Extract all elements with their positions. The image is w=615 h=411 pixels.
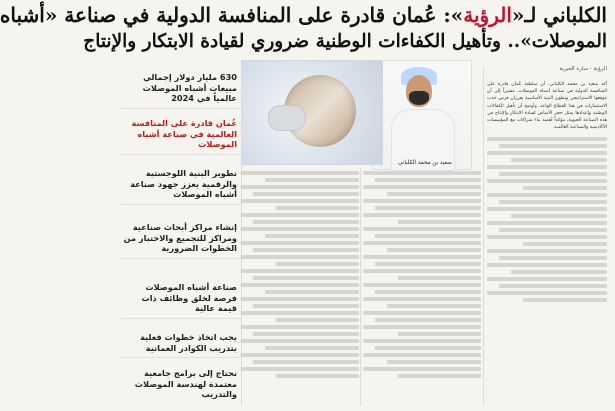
text-line	[375, 346, 481, 350]
text-line	[363, 283, 481, 287]
headline-line-2: الموصلات».. وتأهيل الكفاءات الوطنية ضروري لقيادة الابتكار والإنتاج	[83, 31, 607, 52]
text-line	[241, 339, 359, 343]
text-line	[363, 269, 481, 273]
text-line	[375, 318, 481, 322]
text-line	[363, 185, 481, 189]
text-line	[487, 249, 607, 253]
text-line	[363, 227, 481, 231]
text-line	[241, 367, 359, 371]
text-line	[363, 297, 481, 301]
text-line	[276, 206, 359, 210]
text-line	[487, 193, 607, 197]
text-line	[499, 144, 607, 148]
text-line	[375, 178, 481, 182]
article-column-middle-left	[241, 168, 359, 406]
text-line	[375, 206, 481, 210]
text-line	[487, 151, 607, 155]
sidebar-title: تطوير البنية اللوجستية والرقمية يعزز جهود صناعة أشباه الموصلات	[130, 168, 237, 199]
article-paragraph: أكد سعيد بن محمد الكلباني، أن سلطنة عُمان قادرة على المنافسة الدولية في صناعة أشباه الموصلات، مشيراً إلى أن موقعها الاستراتيجي وتطوير البنية الأساسية يعززان فرص جذب الاستثمارات في هذا القطاع الواعد. وأوضح أن تأهيل الكفاءات الوطنية وإعدادها يمثل حجر الأساس لقيادة الابتكار والإنتاج في هذه الصناعة الحيوية، مؤكداً أهمية بناء شراكات مع المؤسسات الأكاديمية والصناعية العالمية.	[487, 82, 607, 131]
text-line	[241, 199, 359, 203]
sidebar-title: عُمان قادرة على المنافسة العالمية في صناعة أشباه الموصلات	[131, 118, 237, 149]
text-line	[398, 332, 481, 336]
text-line	[241, 227, 359, 231]
sidebar-separator	[121, 258, 241, 259]
text-line	[241, 325, 359, 329]
text-line	[363, 311, 481, 315]
text-line	[387, 192, 481, 196]
sidebar-block	[121, 222, 241, 263]
text-line	[363, 367, 481, 371]
sidebar-block	[121, 368, 241, 400]
semiconductor-photo	[241, 60, 383, 165]
author-beard	[409, 91, 429, 105]
text-line	[265, 290, 359, 294]
column-divider	[483, 66, 484, 406]
text-line	[398, 374, 481, 378]
text-line	[253, 360, 359, 364]
text-line	[241, 213, 359, 217]
text-line	[363, 353, 481, 357]
text-line	[487, 221, 607, 225]
text-line	[511, 270, 607, 274]
text-line	[253, 248, 359, 252]
text-line	[241, 297, 359, 301]
sidebar-separator	[121, 204, 241, 205]
sidebar-separator	[121, 154, 241, 155]
text-line	[241, 241, 359, 245]
text-line	[363, 339, 481, 343]
headline-prefix: الكلباني لـ«	[511, 3, 607, 27]
text-line	[265, 234, 359, 238]
highlights-sidebar	[121, 66, 241, 406]
sidebar-title: 630 مليار دولار إجمالي مبيعات أشباه الموصلات عالمياً في 2024	[142, 72, 237, 103]
text-line	[499, 228, 607, 232]
text-line	[363, 213, 481, 217]
text-line	[511, 158, 607, 162]
sidebar-block	[121, 168, 241, 209]
sidebar-block	[121, 282, 241, 323]
text-line	[487, 263, 607, 267]
filler-lines	[487, 137, 607, 302]
text-line	[387, 248, 481, 252]
sidebar-title: يجب اتخاذ خطوات فعلية بتدريب الكوادر العمانية	[140, 332, 237, 353]
column-divider	[360, 168, 361, 406]
headline-line-1	[0, 2, 607, 28]
sidebar-separator	[121, 357, 241, 358]
text-line	[363, 241, 481, 245]
text-line	[241, 283, 359, 287]
text-line	[276, 262, 359, 266]
text-line	[241, 255, 359, 259]
sidebar-separator	[121, 108, 241, 109]
text-line	[363, 199, 481, 203]
text-line	[523, 298, 607, 302]
byline: الرؤية - ساره العبرية	[559, 66, 607, 72]
text-line	[523, 186, 607, 190]
headline-suffix: »: عُمان قادرة على المنافسة الدولية في صناعة «أشباه	[0, 3, 464, 27]
sidebar-block	[121, 118, 241, 159]
text-line	[265, 346, 359, 350]
text-line	[387, 304, 481, 308]
text-line	[363, 325, 481, 329]
text-line	[253, 276, 359, 280]
sidebar-block	[121, 72, 241, 113]
text-line	[487, 137, 607, 141]
text-line	[487, 179, 607, 183]
text-line	[375, 290, 481, 294]
text-line	[499, 284, 607, 288]
text-line	[523, 242, 607, 246]
text-line	[241, 171, 359, 175]
text-line	[375, 262, 481, 266]
text-line	[241, 311, 359, 315]
sidebar-title: إنشاء مراكز أبحاث صناعية ومراكز للتجميع والاختبار من الخطوات الضرورية	[123, 222, 237, 253]
text-line	[387, 360, 481, 364]
sidebar-title: صناعة أشباه الموصلات فرصة لخلق وظائف ذات قيمة عالية	[141, 282, 237, 313]
text-line	[276, 318, 359, 322]
text-line	[253, 332, 359, 336]
glove-hand	[268, 105, 306, 131]
text-line	[363, 255, 481, 259]
text-line	[241, 269, 359, 273]
text-line	[375, 234, 481, 238]
author-photo	[372, 60, 472, 170]
text-line	[398, 220, 481, 224]
text-line	[276, 374, 359, 378]
sidebar-block	[121, 332, 241, 362]
sidebar-title: نحتاج إلى برامج جامعية معتمدة لهندسة الموصلات والتدريب	[134, 368, 237, 399]
text-line	[398, 276, 481, 280]
text-line	[253, 304, 359, 308]
text-line	[241, 353, 359, 357]
text-line	[487, 291, 607, 295]
text-line	[487, 277, 607, 281]
text-line	[511, 214, 607, 218]
text-line	[499, 256, 607, 260]
text-line	[487, 165, 607, 169]
author-caption: سعيد بن محمد الكلباني	[398, 160, 452, 166]
sidebar-separator	[121, 318, 241, 319]
text-line	[253, 192, 359, 196]
text-line	[499, 172, 607, 176]
brand-name: الرؤية	[463, 3, 512, 27]
text-line	[487, 207, 607, 211]
text-line	[241, 185, 359, 189]
text-line	[487, 235, 607, 239]
text-line	[253, 220, 359, 224]
text-line	[363, 171, 481, 175]
text-line	[265, 178, 359, 182]
article-column-right	[487, 81, 607, 401]
text-line	[499, 200, 607, 204]
article-column-middle-right	[363, 168, 481, 406]
headline	[0, 2, 607, 60]
